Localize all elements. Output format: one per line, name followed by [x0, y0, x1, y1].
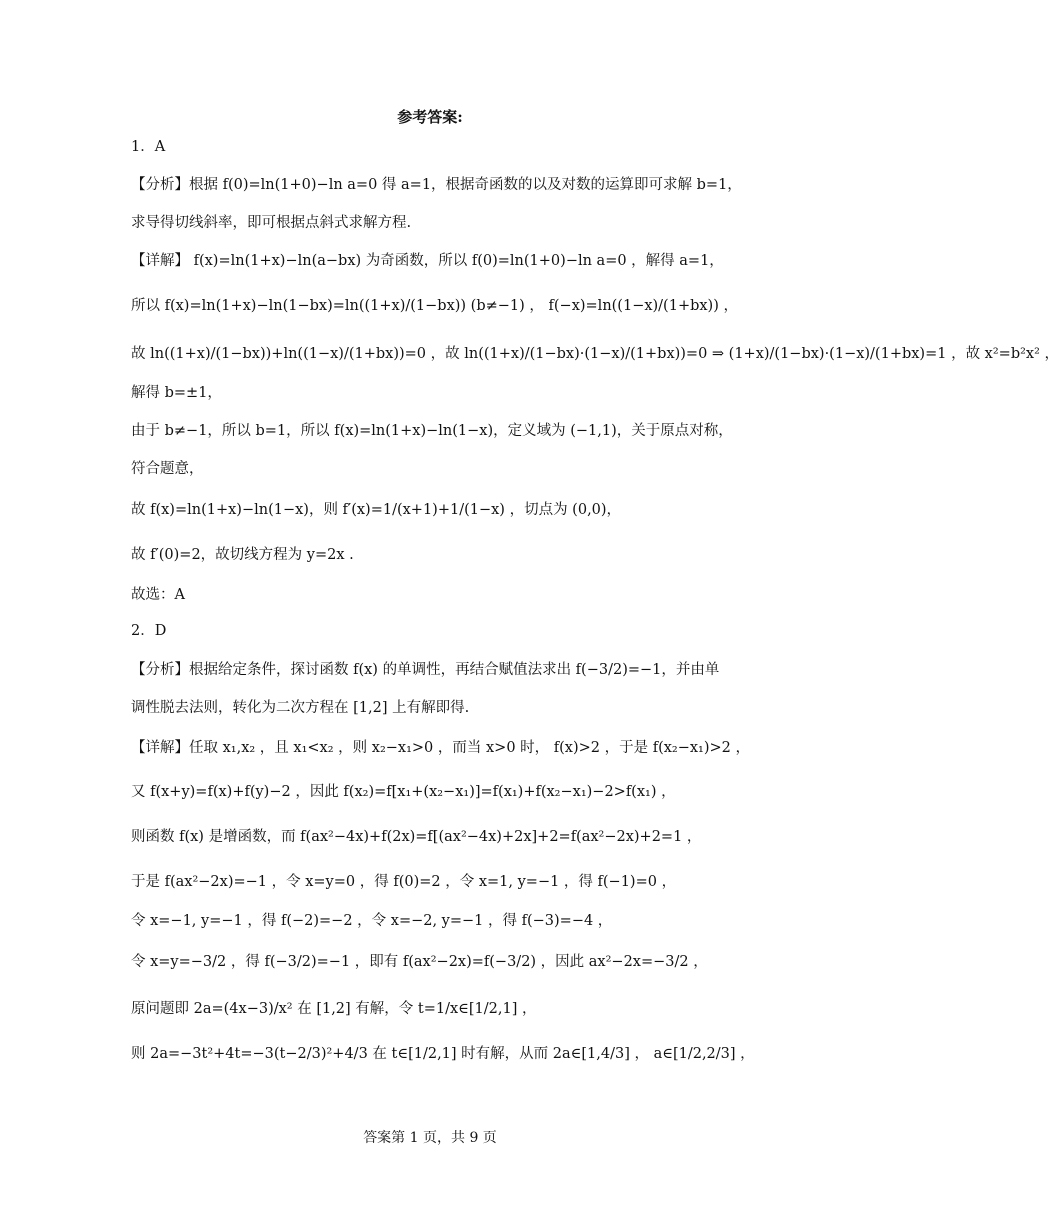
q2-detail-8: 则 2a=−3t²+4t=−3(t−2/3)²+4/3 在 t∈[1/2,1] 时有解，从而 2a∈[1,4/3] ， a∈[1/2,2/3] ， — [131, 1046, 755, 1062]
q1-detail-5: 由于 b≠−1，所以 b=1，所以 f(x)=ln(1+x)−ln(1−x)，定义域为 (−1,1)，关于原点对称， — [131, 423, 733, 439]
q1-detail-1: 【详解】 f(x)=ln(1+x)−ln(a−bx) 为奇函数，所以 f(0)=ln(1+0)−ln a=0 ，解得 a=1， — [131, 253, 724, 269]
q2-detail-5: 令 x=−1, y=−1 ，得 f(−2)=−2 ，令 x=−2, y=−1 ，得 f(−3)=−4 ， — [131, 913, 613, 929]
q2-detail-1: 【详解】任取 x₁,x₂ ，且 x₁<x₂ ，则 x₂−x₁>0 ，而当 x>0 时， f(x)>2 ，于是 f(x₂−x₁)>2 ， — [131, 740, 751, 756]
page-title: 参考答案: — [397, 108, 463, 126]
q2-detail-4: 于是 f(ax²−2x)=−1 ，令 x=y=0 ，得 f(0)=2 ，令 x=1, y=−1 ，得 f(−1)=0 ， — [131, 874, 677, 890]
q2-detail-6: 令 x=y=−3/2 ，得 f(−3/2)=−1 ，即有 f(ax²−2x)=f(−3/2) ，因此 ax²−2x=−3/2 ， — [131, 954, 708, 970]
q2-analysis-2: 调性脱去法则，转化为二次方程在 [1,2] 上有解即得. — [131, 700, 470, 716]
q1-detail-8: 故 f′(0)=2，故切线方程为 y=2x . — [131, 547, 354, 563]
q1-analysis: 【分析】根据 f(0)=ln(1+0)−ln a=0 得 a=1，根据奇函数的以及对数的运算即可求解 b=1， — [131, 177, 742, 193]
q1-detail-6: 符合题意， — [131, 461, 204, 477]
q2-detail-2: 又 f(x+y)=f(x)+f(y)−2 ，因此 f(x₂)=f[x₁+(x₂−x₁)]=f(x₁)+f(x₂−x₁)−2>f(x₁) ， — [131, 784, 676, 800]
q1-answer: 1．A — [131, 139, 166, 155]
q2-analysis: 【分析】根据给定条件，探讨函数 f(x) 的单调性，再结合赋值法求出 f(−3/2)=−1，并由单 — [131, 662, 720, 678]
q1-detail-3: 故 ln((1+x)/(1−bx))+ln((1−x)/(1+bx))=0 ，故 ln((1+x)/(1−bx)·(1−x)/(1+bx))=0 ⇒ (1+x)/(1−bx)·(1−x)/(1+bx)=1 ，故 x²=b²x² ， — [131, 346, 1059, 362]
q2-detail-7: 原问题即 2a=(4x−3)/x² 在 [1,2] 有解，令 t=1/x∈[1/2,1] ， — [131, 1001, 537, 1017]
q2-detail-3: 则函数 f(x) 是增函数，而 f(ax²−4x)+f(2x)=f[(ax²−4x)+2x]+2=f(ax²−2x)+2=1 ， — [131, 829, 702, 845]
q1-detail-2: 所以 f(x)=ln(1+x)−ln(1−bx)=ln((1+x)/(1−bx)) (b≠−1) ， f(−x)=ln((1−x)/(1+bx)) ， — [131, 298, 738, 314]
q1-detail-4: 解得 b=±1， — [131, 385, 222, 401]
q1-choice: 故选：A — [131, 587, 185, 603]
q1-detail-7: 故 f(x)=ln(1+x)−ln(1−x)，则 f′(x)=1/(x+1)+1/(1−x) ，切点为 (0,0)， — [131, 502, 622, 518]
page-footer: 答案第 1 页，共 9 页 — [363, 1130, 497, 1146]
q2-answer: 2．D — [131, 623, 167, 639]
q1-analysis-2: 求导得切线斜率，即可根据点斜式求解方程. — [131, 215, 412, 231]
